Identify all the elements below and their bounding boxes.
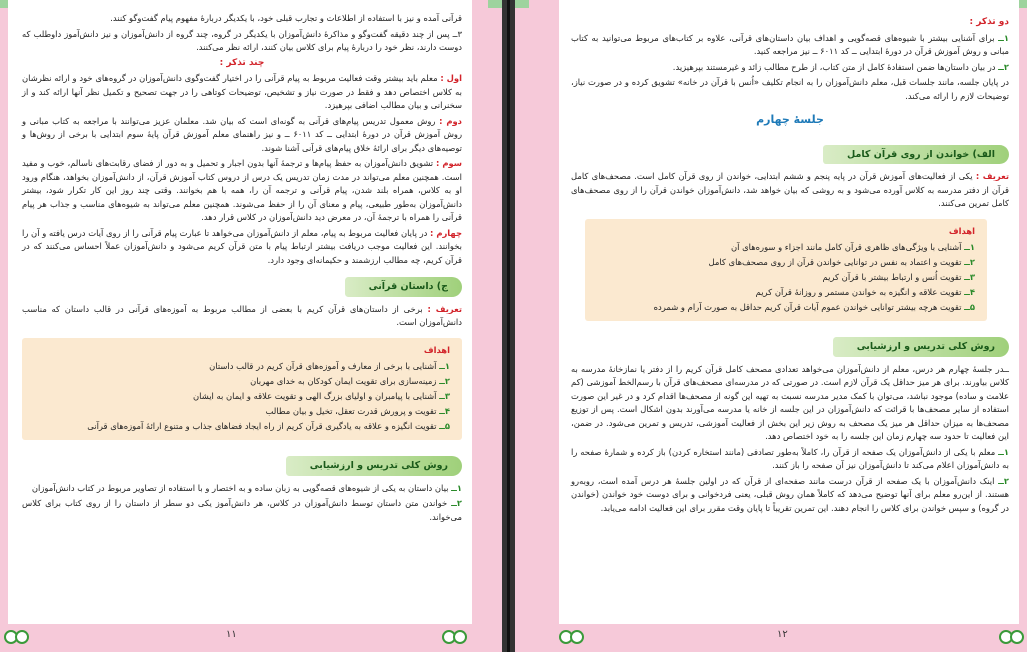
tip-number: ۱ــ	[998, 32, 1009, 43]
goal-text: تقویت هرچه بیشتر توانایی خواندن عموم آیات قرآن کریم حداقل به صورت آرام و شمرده	[653, 302, 965, 312]
method-step	[571, 446, 1009, 473]
page-footer	[0, 624, 502, 652]
paragraph: ــدر جلسهٔ چهارم هر درس، معلم از دانش‌آموزان می‌خواهد تعدادی مصحف کامل قرآن کریم را از دفتر یا نمازخانهٔ مدرسه به کلاس بیاورند. برای هر میز حداقل یک قرآن لازم است. در صورتی که در مدرسه‌ای مصحف‌های قرآن با رسم‌الخط آموزشی (کم علامت و ساده) موجود نباشد، می‌توان با کمک مدیر مدرسه نسبت به تهیه این گونه از مصحف‌ها اقدام کرد و در غیر این صورت استفاده از سایر مصحف‌ها با قرائت که دانش‌آموزان در این جلسه از خانه یا مدرسه می‌آورند بدون اشکال است. پس از توزیع مصحف‌ها به میزان حداقل هر میز یک مصحف به روش زیر این بخش از فعالیت آموزشی، تدریس و تمرین می‌شود. در ضمن، این فعالیت تا حدود سه چهارم زمان این جلسه را به خود اختصاص دهد.	[571, 363, 1009, 441]
step-number: ۱ــ	[998, 446, 1009, 457]
goal-number: ۱ــ	[964, 242, 975, 252]
goal-item	[32, 389, 450, 404]
tip-text: در پایان فعالیت مربوط به پیام، معلم از دانش‌آموزان می‌خواهد تا عبارت پیام قرآنی را از روی آیات درس یافته و آن را بخوانند. این فعالیت موجب دریافت بیشتر ارتباط پیام با متن قرآن کریم می‌شود و دانش‌آموزان عملاً احساس می‌کنند که در قرآن کریم، چه مطالب ارزشمند و حکیمانه‌ای وجود دارد.	[22, 227, 462, 265]
tips-heading: دو تذکر :	[969, 17, 1009, 27]
goal-number: ۲ــ	[439, 376, 450, 386]
paragraph: ۳ــ پس از چند دقیقه گفت‌وگو و مذاکرهٔ دانش‌آموزان با یکدیگر در گروه، چند گروه از دانش‌آموزان و نیز دانش‌آموز داوطلب که دوست دارند، نظر خود را دربارهٔ پیام برای کلاس بیان کنند، ارائه نظر می‌کنند.	[22, 28, 462, 52]
method-step	[22, 497, 462, 524]
corner-decoration	[488, 0, 502, 8]
tip-paragraph	[22, 72, 462, 113]
goal-number: ۲ــ	[964, 257, 975, 267]
page-12	[515, 0, 1027, 652]
goal-item	[595, 240, 975, 255]
goal-number: ۳ــ	[964, 272, 975, 282]
tip-paragraph	[22, 115, 462, 156]
goal-item	[595, 270, 975, 285]
page-number: ۱۲	[777, 629, 788, 640]
goal-text: تقویت و پرورش قدرت تعقل، تخیل و بیان مطالب	[265, 406, 440, 416]
tip-paragraph	[22, 227, 462, 268]
method-step	[571, 475, 1009, 516]
definition	[22, 303, 462, 330]
goal-item	[595, 285, 975, 300]
goal-item	[595, 300, 975, 315]
corner-decoration	[515, 0, 529, 8]
tip-text: معلم باید بیشتر وقت فعالیت مربوط به پیام قرآنی را در اختیار گفت‌وگوی دانش‌آموزان در گروه‌های خود و ارائه نظرشان به کلاس اختصاص دهد و فقط در صورت نیاز و تشخیص، توضیحات کوتاهی را در جهت تصحیح و تکمیل نظر آنها ارائه کند و از سخنرانی و بیان مطالب اضافی بپرهیزد.	[22, 73, 462, 110]
goal-item	[32, 404, 450, 419]
rings-icon	[442, 629, 468, 643]
step-number: ۱ــ	[451, 482, 462, 493]
goal-item	[32, 419, 450, 434]
goal-item	[32, 374, 450, 389]
tip-text: برای آشنایی بیشتر با شیوه‌های قصه‌گویی و اهداف بیان داستان‌های قرآنی، علاوه بر کتاب‌های مربوط می‌توانید به کتاب مبانی و روش آموزش قرآن در دورهٔ ابتدایی ــ کد ۶۰۱۱ ــ نیز مراجعه کنید.	[571, 32, 1009, 56]
goal-item	[32, 359, 450, 374]
step-text: معلم با یکی از دانش‌آموزان یک صفحه از قرآن را، کاملاً به‌طور تصادفی (مانند استخاره کردن) باز کرده و شمارهٔ صفحه را به دانش‌آموزان اعلام می‌کند تا دانش‌آموزان نیز آن صفحه را باز کنند.	[571, 446, 1009, 470]
tip-label: اول :	[440, 73, 463, 83]
definition-label: تعریف :	[975, 171, 1009, 181]
section-banner-story: ج) داستان قرآنی	[345, 277, 462, 297]
tips-heading: چند تذکر :	[219, 57, 265, 68]
tip-text: در بیان داستان‌ها ضمن استفادهٔ کامل از متن کتاب، از طرح مطالب زائد و غیرمستند بپرهیزید.	[672, 61, 999, 72]
goal-number: ۴ــ	[439, 406, 450, 416]
paragraph: قرآنی آمده و نیز با استفاده از اطلاعات و تجارب قبلی خود، با یکدیگر دربارهٔ مفهوم پیام گفت‌وگو کنند.	[110, 13, 462, 23]
goal-text: تقویت انگیزه و علاقه به یادگیری قرآن کریم از راه ایجاد فضاهای جذاب و متنوع ارائهٔ آموزه‌های قرآنی	[87, 421, 440, 431]
goal-text: آشنایی با ویژگی‌های ظاهری قرآن کامل مانند اجزاء و سوره‌های آن	[730, 242, 965, 252]
section-banner-reading: الف) خواندن از روی قرآن کامل	[823, 145, 1009, 165]
tip-label: سوم :	[435, 158, 462, 168]
goal-number: ۵ــ	[439, 421, 450, 431]
goal-number: ۱ــ	[439, 361, 450, 371]
rings-icon	[559, 629, 585, 643]
page-11	[0, 0, 502, 652]
goals-list	[595, 240, 975, 315]
definition	[571, 170, 1009, 211]
tip-number: ۲ــ	[998, 61, 1009, 72]
goal-text: تقویت علاقه و انگیزه به خواندن مستمر و روزانهٔ قرآن کریم	[755, 287, 965, 297]
page-12-content	[571, 14, 1009, 517]
tip-paragraph	[571, 32, 1009, 59]
page-footer	[515, 624, 1027, 652]
tip-text: روش معمول تدریس پیام‌های قرآنی به گونه‌ای است که بیان شد. معلمان عزیز می‌توانند با مراجعه به کتاب مبانی و روش آموزش قرآن در دورهٔ ابتدایی ــ کد ۶۰۱۱ ــ و نیز راهنمای معلم آموزش قرآن پایهٔ سوم ابتدایی با برخی از روش‌ها و توصیه‌های دیگر برای ارائهٔ خلاق پیام‌های قرآنی آشنا شوند.	[22, 115, 463, 153]
tip-label: چهارم :	[430, 227, 463, 238]
section-banner-method: روش کلی تدریس و ارزشیابی	[833, 337, 1009, 357]
step-text: خواندن متن داستان توسط دانش‌آموزان در کلاس، هر دانش‌آموز یکی دو سطر از داستان را از روی کتاب برای کلاس می‌خواند.	[22, 498, 462, 522]
page-11-content	[22, 12, 462, 526]
section-banner-method: روش کلی تدریس و ارزشیابی	[286, 456, 462, 476]
rings-icon	[999, 629, 1025, 643]
goals-box	[22, 338, 462, 441]
goal-text: آشنایی با برخی از معارف و آموزه‌های قرآن کریم در قالب داستان	[209, 361, 440, 371]
goal-number: ۳ــ	[439, 391, 450, 401]
step-text: بیان داستان به یکی از شیوه‌های قصه‌گویی به زبان ساده و به اختصار و با استفاده از تصاویر مربوط در کتاب دانش‌آموزان	[31, 482, 452, 493]
step-number: ۲ــ	[998, 475, 1009, 486]
tip-paragraph	[571, 61, 1009, 75]
tip-text: تشویق دانش‌آموزان به حفظ پیام‌ها و ترجمهٔ آنها بدون اجبار و تحمیل و به دور از فضای رقابت‌های ناسالم، خوب و مفید است. همچنین معلم می‌تواند در مدت زمان تدریس یک درس از دروس کتاب آموزش قرآن، از دانش‌آموزان بخواهد، هنگام ورود او به کلاس، همراه بلند شدن، پیام قرآنی و ترجمه آن را، همه با هم بخوانند. وقتی چند روز این کار تکرار شود، بیشتر دانش‌آموزان به‌طور طبیعی، پیام و معنای آن را از حفظ می‌شوند. همچنین معلم می‌تواند به شیوه‌های مناسب و جذاب هر پیام قرآنی را همراه با ترجمهٔ آن، در معرض دید دانش‌آموزان در کلاس قرار دهد.	[22, 158, 462, 222]
goal-number: ۵ــ	[964, 302, 975, 312]
definition-text: یکی از فعالیت‌های آموزش قرآن در پایه پنجم و ششم ابتدایی، خواندن از روی قرآن کامل است. مصحف‌های کامل قرآن از دفتر مدرسه به کلاس آورده می‌شود و به روشی که بیان خواهد شد، دانش‌آموزان خواندن قرآن را از روی مصحف‌های کامل تمرین می‌کنند.	[571, 171, 1009, 208]
goals-box	[585, 219, 987, 322]
tip-paragraph	[22, 157, 462, 225]
paragraph: در پایان جلسه، مانند جلسات قبل، معلم دانش‌آموزان را به انجام تکلیف «اُنس با قرآن در خانه» تشویق کرده و در صورت نیاز، توضیحات لازم را ارائه می‌کند.	[571, 77, 1009, 101]
step-number: ۲ــ	[451, 498, 462, 508]
goals-title: اهداف	[948, 225, 975, 236]
definition-label: تعریف :	[427, 303, 462, 314]
goal-text: تقویت و اعتماد به نفس در توانایی خواندن قرآن از روی مصحف‌های کامل	[708, 257, 965, 267]
goal-number: ۴ــ	[964, 287, 975, 297]
book-gutter	[502, 0, 515, 652]
goal-text: زمینه‌سازی برای تقویت ایمان کودکان به خدای مهربان	[250, 376, 440, 386]
page-number: ۱۱	[226, 629, 237, 640]
tip-label: دوم :	[439, 115, 462, 126]
goals-title: اهداف	[423, 344, 450, 355]
goal-text: آشنایی با پیامبران و اولیای بزرگ الهی و تقویت علاقه و ایمان به ایشان	[193, 391, 440, 401]
goal-item	[595, 255, 975, 270]
definition-text: برخی از داستان‌های قرآن کریم با بعضی از مطالب مربوط به آموزه‌های قرآنی در قالب داستان که مناسب دانش‌آموزان است.	[22, 303, 462, 327]
goal-text: تقویت اُنس و ارتباط بیشتر با قرآن کریم	[822, 272, 965, 282]
rings-icon	[4, 629, 30, 643]
session-heading: جلسهٔ چهارم	[756, 113, 824, 126]
step-text: اینک دانش‌آموزان با یک صفحه از قرآن درست مانند صفحه‌ای از قرآن که در اولین جلسهٔ هر درس آمده است، روبه‌رو هستند. از این‌رو معلم برای آنها توضیح می‌دهد که کاملاً همان روش قبلی، یعنی فردخوانی و برای دوست خود خواندن (خواندن در گروه) و سپس خواندن برای کلاس را انجام دهند. این تمرین تقریباً تا پایان وقت مقرر برای این فعالیت ادامه می‌یابد.	[571, 475, 1009, 513]
method-step	[22, 482, 462, 496]
goals-list	[32, 359, 450, 434]
